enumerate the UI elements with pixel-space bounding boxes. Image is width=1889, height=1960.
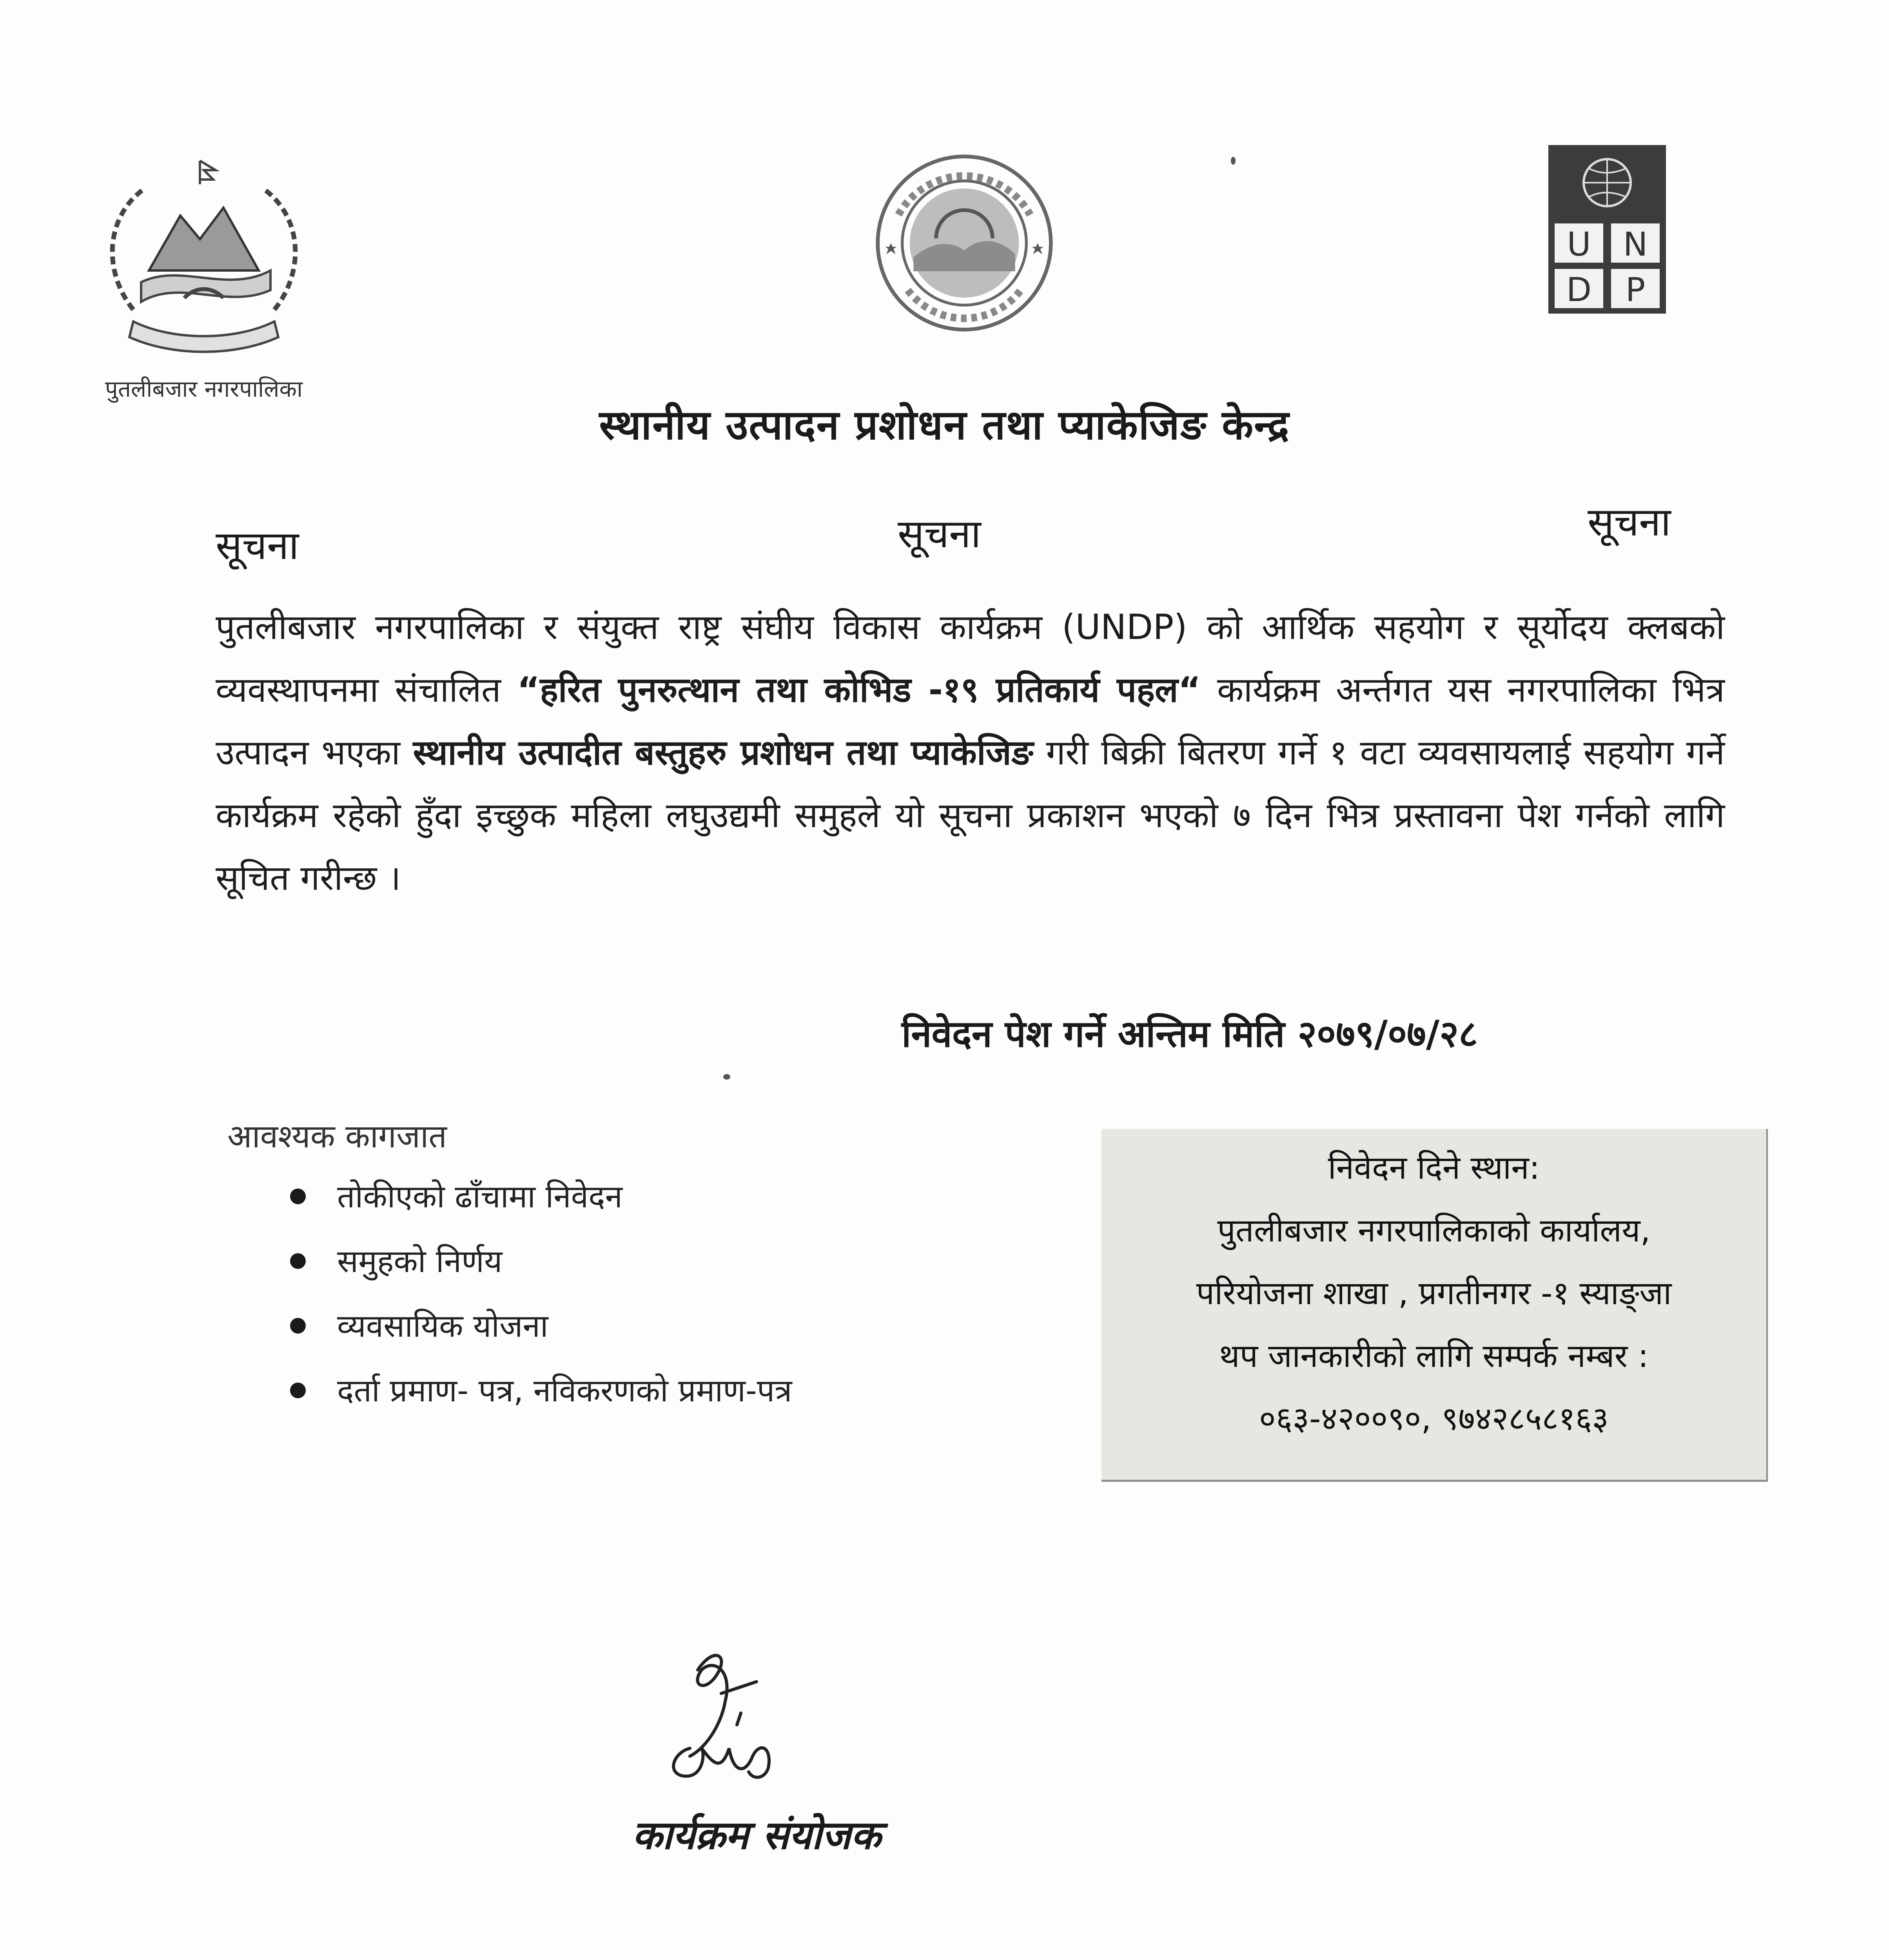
infobox-line: निवेदन दिने स्थान: <box>1328 1149 1540 1187</box>
municipality-logo <box>82 153 325 404</box>
signatory-title: कार्यक्रम संयोजक <box>632 1812 881 1858</box>
bullet-icon <box>290 1318 306 1334</box>
notice-body <box>216 596 1725 909</box>
contact-numbers: ०६३-४२००९०, ९७४२८५८१६३ <box>1259 1400 1609 1437</box>
scan-speck <box>723 1074 730 1080</box>
undp-letter-n: N <box>1623 225 1648 263</box>
body-highlight: स्थानीय उत्पादीत बस्तुहरु प्रशोधन तथा प्याकेजिङ <box>413 732 1034 773</box>
municipality-caption: पुतलीबजार नगरपालिका <box>105 376 303 402</box>
signature <box>643 1639 807 1819</box>
list-item <box>282 1294 1145 1358</box>
undp-logo <box>1548 145 1666 314</box>
body-part-1: पुतलीबजार नगरपालिका र संयुक्त राष्ट्र संघीय विकास कार्यक्रम (UNDP) को आर्थिक सहयोग र सूर्योदय क्लबको व्यवस्थापनमा संचालित <box>216 607 1725 710</box>
suryodaya-club-seal-icon <box>870 149 1058 337</box>
notice-label-left: सूचना <box>216 523 299 568</box>
infobox-line: थप जानकारीको लागि सम्पर्क नम्बर : <box>1219 1338 1649 1375</box>
undp-letter-d: D <box>1566 270 1592 309</box>
application-deadline: निवेदन पेश गर्ने अन्तिम मिति २०७९/०७/२८ <box>902 1013 1478 1056</box>
undp-letter-p: P <box>1625 270 1646 309</box>
signature-icon <box>643 1639 807 1819</box>
list-item <box>282 1164 1145 1229</box>
list-item <box>282 1358 1145 1423</box>
undp-letter-u: U <box>1567 225 1591 263</box>
undp-logo-icon <box>1548 145 1666 314</box>
list-item-label: समुहको निर्णय <box>337 1243 503 1279</box>
infobox-line: परियोजना शाखा , प्रगतीनगर -१ स्याङ्जा <box>1196 1275 1672 1312</box>
list-item-label: तोकीएको ढाँचामा निवेदन <box>337 1178 623 1215</box>
notice-label-right: सूचना <box>1588 499 1671 545</box>
notice-label-center: सूचना <box>898 511 981 557</box>
bullet-icon <box>290 1189 306 1204</box>
program-name: “हरित पुनरुत्थान तथा कोभिड -१९ प्रतिकार्य पहल“ <box>517 670 1201 710</box>
list-item-label: दर्ता प्रमाण- पत्र, नविकरणको प्रमाण-पत्र <box>337 1372 792 1409</box>
required-docs-heading: आवश्यक कागजात <box>227 1118 447 1155</box>
bullet-icon <box>290 1253 306 1269</box>
body-part-3: गरी बिक्री बितरण गर्ने १ वटा व्यवसायलाई सहयोग गर्ने कार्यक्रम रहेको हुँदा इच्छुक महिला लघुउद्यमी समुहले यो सूचना प्रकाशन भएको ७ दिन भित्र प्रस्तावना पेश गर्नको लागि सूचित गरीन्छ । <box>216 732 1725 898</box>
required-docs-list <box>282 1164 1145 1423</box>
list-item-label: व्यवसायिक योजना <box>337 1308 548 1344</box>
club-seal <box>870 149 1058 337</box>
list-item <box>282 1229 1145 1294</box>
bullet-icon <box>290 1383 306 1398</box>
body-part-2: कार्यक्रम अर्न्तगत यस नगरपालिका भित्र उत्पादन भएका <box>216 670 1725 773</box>
scan-speck <box>1231 157 1236 165</box>
application-location-box <box>1101 1129 1768 1482</box>
nepal-emblem-icon <box>86 153 321 357</box>
page-title: स्थानीय उत्पादन प्रशोधन तथा प्याकेजिङ केन्द्र <box>599 401 1290 449</box>
infobox-line: पुतलीबजार नगरपालिकाको कार्यालय, <box>1217 1212 1651 1249</box>
